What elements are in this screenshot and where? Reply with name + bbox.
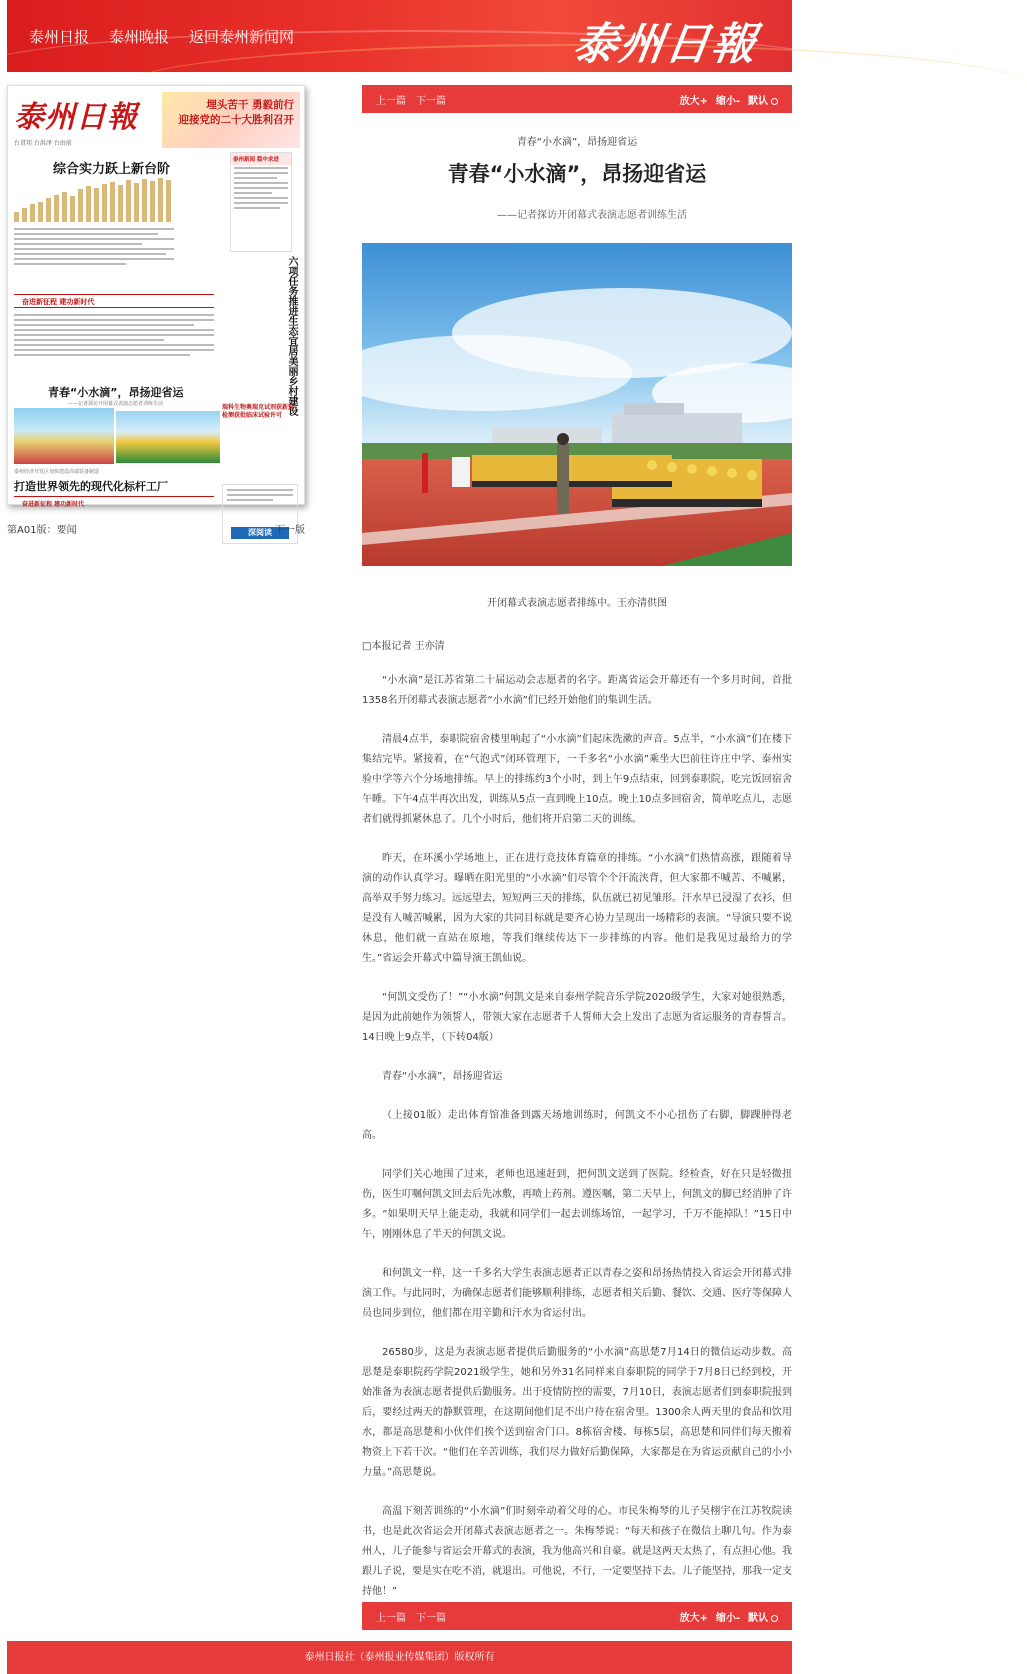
reset-circle-icon [771, 1615, 778, 1622]
article-kicker: 青春“小水滴”，昂扬迎省运 [516, 137, 638, 148]
site-logo: 泰州日報 [569, 19, 761, 70]
thumb-headline-3-sub: 泰州经济开发区加快建设高端装备制造 [14, 469, 100, 475]
article [362, 85, 792, 1602]
thumb-headline-3[interactable]: 打造世界领先的现代化标杆工厂 [14, 480, 168, 493]
article-title: 青春“小水滴”，昂扬迎省运 [447, 162, 707, 186]
thumb-headline-2-sub: ——记者探访开闭幕式表演志愿者训练生活 [68, 401, 164, 407]
nav-taizhou-evening[interactable]: 泰州晚报 [109, 28, 170, 46]
article-toolbar-bottom [362, 1602, 792, 1630]
volunteers-rehearsal-photo [362, 243, 792, 566]
article-toolbar-top [362, 85, 792, 113]
thumb-headline-1[interactable]: 综合实力跃上新台阶 [53, 162, 171, 177]
photo-caption: 开闭幕式表演志愿者排练中。王亦清供图 [487, 598, 667, 609]
paragraph: “小水滴”是江苏省第二十届运动会志愿者的名字。距离省运会开幕还有一个多月时间，首批1358名开闭幕式表演志愿者“小水滴”们已经开始他们的集训生活。 [362, 675, 792, 706]
thumb-text-lines-2 [14, 314, 214, 359]
thumb-text-lines [14, 228, 174, 268]
prev-article-link-bottom[interactable]: 上一篇 [376, 1612, 406, 1624]
site-footer: 泰州日报社（泰州报业传媒集团）版权所有 [7, 1641, 792, 1674]
paragraph: “何凯文受伤了！”“小水滴”何凯文是来自泰州学院音乐学院2020级学生，大家对她很熟悉，是因为此前她作为领誓人，带领大家在志愿者千人誓师大会上发出了志愿为省运服务的青春誓言。14日晚上9点半，（下转04版） [362, 992, 792, 1043]
zoom-out-button[interactable]: 缩小- [715, 95, 740, 107]
thumb-banner: 埋头苦干 勇毅前行 迎接党的二十大胜利召开 [162, 92, 300, 148]
zoom-out-button-bottom[interactable]: 缩小- [715, 1612, 740, 1624]
thumb-photo-2 [116, 411, 220, 463]
paragraph: 同学们关心地围了过来，老师也迅速赶到，把何凯文送到了医院。经检查，好在只是轻微扭伤，医生叮嘱何凯文回去后先冰敷，再喷上药剂。遵医嘱，第二天早上，何凯文的脚已经消肿了许多。“如果明天早上能走动，我就和同学们一起去训练场馆，一起学习，千万不能掉队！”15日中午，刚刚休息了半天的何凯文说。 [362, 1169, 792, 1240]
thumb-vertical-headline[interactable]: 六项任务推进生态宜居美丽乡村建设 [286, 256, 297, 416]
next-article-link[interactable]: 下一篇 [416, 95, 446, 107]
thumb-side-box: 泰州新闻 稳中求进 [230, 152, 292, 252]
paragraph: 和何凯文一样，这一千多名大学生表演志愿者正以青春之姿和昂扬热情投入省运会开闭幕式排演工作。与此同时，为确保志愿者们能够顺利排练，志愿者相关后勤、餐饮、交通、医疗等保障人员也同步到位，他们都在用辛勤和汗水为省运付出。 [362, 1268, 792, 1319]
thumb-masthead: 泰州日報 台贯邦 台洪泽 台由前 [14, 100, 138, 147]
paragraph: 26580步，这是为表演志愿者提供后勤服务的“小水滴”高思楚7月14日的微信运动步数。高思楚是泰职院药学院2021级学生，她和另外31名同样来自泰职院的同学于7月8日已经到校，开始准备为表演志愿者提供后勤服务。出于疫情防控的需要，7月10日，表演志愿者们到泰职院报到后，要经过两天的静默管理，在这期间他们足不出户待在宿舍里。1300余人两天里的食品和饮用水，都是高思楚和小伙伴们挨个送到宿舍门口。8栋宿舍楼、每栋5层，高思楚和同伴们每天搬着物资上下若干次。“他们在辛苦训练，我们尽力做好后勤保障，大家都是在为省运贡献自己的小小力量。”高思楚说。 [362, 1347, 792, 1478]
thumb-headline-2[interactable]: 青春“小水滴”，昂扬迎省运 [48, 386, 184, 399]
nav-taizhou-daily[interactable]: 泰州日报 [29, 28, 90, 46]
thumb-side-note: 瑞科生物奥瑞克试剂获新冠检测获批临床试验许可 [222, 404, 295, 419]
thumb-red-bar-1: 奋进新征程 建功新时代 [14, 294, 214, 308]
nav-back-to-news[interactable]: 返回泰州新闻网 [189, 28, 295, 46]
edition-row [7, 521, 305, 536]
paragraph: 青春“小水滴”，昂扬迎省运 [382, 1071, 503, 1082]
top-nav [29, 26, 294, 47]
thumb-photo-1 [14, 408, 114, 464]
paragraph: 高温下刻苦训练的“小水滴”们时刻牵动着父母的心。市民朱梅琴的儿子吴栩宇在江苏牧院读书，也是此次省运会开闭幕式表演志愿者之一。朱梅琴说：“每天和孩子在微信上聊几句。作为泰州人，儿子能参与省运会开幕式的表演，我为他高兴和自豪。就是这两天太热了，有点担心他。我跟儿子说，要是实在吃不消，就退出。可他说，不行，一定要坚持下去。儿子能坚持，那我一定支持他！” [362, 1506, 792, 1597]
thumb-red-bar-2: 奋进新征程 建功新时代 [14, 496, 214, 508]
thumb-chart-graphic [14, 178, 174, 222]
article-byline: □本报记者 王亦清 [362, 641, 445, 652]
next-edition-link[interactable]: 下一版 [275, 525, 305, 536]
paragraph: 昨天，在环溪小学场地上，正在进行竞技体育篇章的排练。“小水滴”们热情高涨，跟随着导演的动作认真学习。曝晒在阳光里的“小水滴”们尽管个个汗流浃背，但大家都不喊苦、不喊累，高举双手努力练习。远远望去，短短两三天的排练，队伍就已初见雏形。汗水早已浸湿了衣衫，但是没有人喊苦喊累，因为大家的共同目标就是要齐心协力呈现出一场精彩的表演。“导演只要不说休息，他们就一直站在原地，等我们继续传达下一步排练的内容。他们是我见过最给力的学生。”省运会开幕式中篇导演王凯仙说。 [362, 853, 792, 964]
default-size-button-bottom[interactable]: 默认 [748, 1609, 778, 1624]
prev-article-link[interactable]: 上一篇 [376, 95, 406, 107]
paragraph: （上接01版）走出体育馆准备到露天场地训练时，何凯文不小心扭伤了右脚，脚踝肿得老高。 [362, 1110, 792, 1141]
edition-label: 第A01版：要闻 [7, 525, 77, 536]
default-size-button[interactable]: 默认 [748, 92, 778, 107]
article-photo [362, 243, 792, 566]
reset-circle-icon [771, 98, 778, 105]
site-header [7, 0, 792, 72]
article-subtitle: ——记者探访开闭幕式表演志愿者训练生活 [497, 210, 687, 221]
thumb-ad-label: 深阅读 [231, 527, 289, 539]
zoom-in-button[interactable]: 放大+ [679, 95, 708, 107]
next-article-link-bottom[interactable]: 下一篇 [416, 1612, 446, 1624]
paragraph: 清晨4点半，泰职院宿舍楼里响起了“小水滴”们起床洗漱的声音。5点半，“小水滴”们在楼下集结完毕。紧接着，在“气泡式”闭环管理下，一千多名“小水滴”乘坐大巴前往许庄中学、泰州实验中学等六个分场地排练。早上的排练约3个小时，到上午9点结束，回到泰职院，吃完饭回宿舍午睡。下午4点半再次出发，训练从5点一直到晚上10点。晚上10点多回宿舍，简单吃点儿，志愿者们就得抓紧休息了。几个小时后，他们将开启第二天的训练。 [362, 734, 792, 825]
article-body [362, 671, 792, 1602]
zoom-in-button-bottom[interactable]: 放大+ [679, 1612, 708, 1624]
